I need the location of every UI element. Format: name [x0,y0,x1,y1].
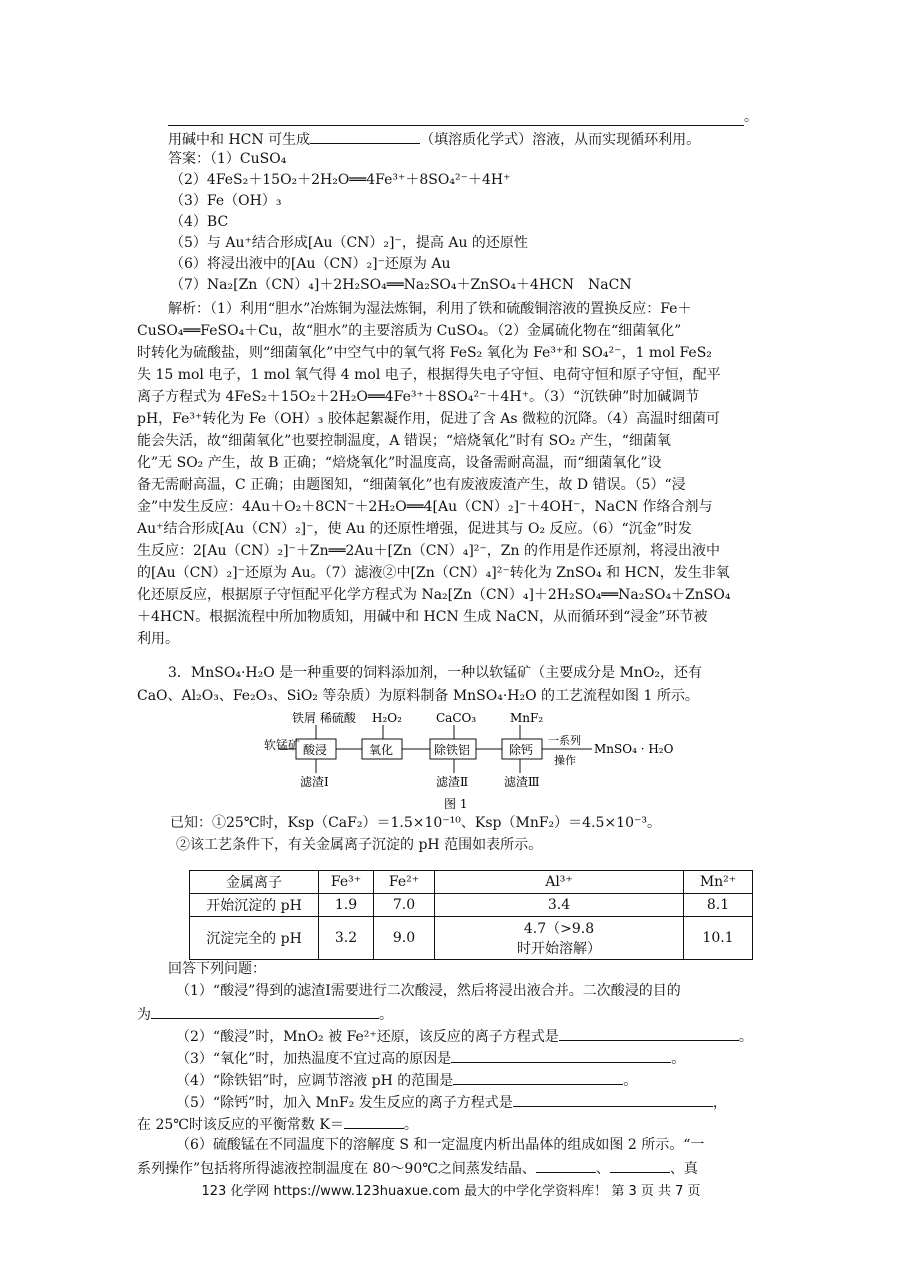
process-box-label: 除铁铝 [434,743,471,757]
question-line: （6）硫酸锰在不同温度下的溶解度 S 和一定温度内析出晶体的组成如图 2 所示。“一 [176,1137,705,1153]
process-box-label: 氧化 [369,743,394,757]
operation-label: 操作 [554,754,576,767]
answer-blank [310,129,420,144]
reagent-label: H₂O₂ [372,711,402,725]
answer-line: （4）BC [170,214,229,230]
answer-blank-line [168,125,744,126]
explanation-line: pH，Fe³⁺转化为 Fe（OH）₃ 胶体起絮凝作用，促进了含 As 微粒的沉降。（4）高温时细菌可 [137,411,720,427]
answer-blank [453,1070,623,1085]
answer-line: （2）4FeS₂＋15O₂＋2H₂O══4Fe³⁺＋8SO₄²⁻＋4H⁺ [170,172,511,188]
answer-line: （7）Na₂[Zn（CN）₄]＋2H₂SO₄══Na₂SO₄＋ZnSO₄＋4HCN NaCN [170,277,632,293]
table-cell: 8.1 [684,894,753,917]
reagent-label: 铁屑 稀硫酸 [292,711,356,725]
question-3-line: CaO、Al₂O₃、Fe₂O₃、SiO₂ 等杂质）为原料制备 MnSO₄·H₂O 的工艺流程如图 1 所示。 [137,688,699,704]
operation-label: 一系列 [548,734,581,747]
question-line: 用碱中和 HCN 可生成 （填溶质化学式）溶液，从而实现循环利用。 [168,129,808,150]
residue-label: 滤渣Ⅰ [300,775,329,789]
table-cell: 9.0 [374,917,435,960]
explanation-line: 化”无 SO₂ 产生，故 B 正确；“焙烧氧化”时温度高，设备需耐高温，而“细菌氧化”设 [137,455,662,471]
answer-blank [559,1026,739,1041]
explanation-line: 时转化为硫酸盐，则“细菌氧化”中空气中的氧气将 FeS₂ 氧化为 Fe³⁺和 SO₄²⁻，1 mol FeS₂ [137,345,712,361]
explanation-line: ＋4HCN。根据流程中所加物质知，用碱中和 HCN 生成 NaCN，从而循环到“浸金”环节被 [137,609,708,625]
known-condition: 已知：①25℃时，Ksp（CaF₂）＝1.5×10⁻¹⁰、Ksp（MnF₂）＝4.5×10⁻³。 [170,815,661,831]
process-flow-diagram [258,709,718,814]
table-cell: 开始沉淀的 pH [190,894,319,917]
question-line: （3）“氧化”时，加热温度不宜过高的原因是 。 [176,1048,816,1069]
cell-text: 4.7（>9.8 [523,921,595,937]
explanation-line: 金”中发生反应：4Au＋O₂＋8CN⁻＋2H₂O══4[Au（CN）₂]⁻＋4OH⁻，NaCN 作络合剂与 [137,499,713,515]
residue-label: 滤渣Ⅲ [504,775,540,789]
table-header-row [190,871,753,894]
table-cell: 3.2 [319,917,374,960]
explanation-line: 生反应：2[Au（CN）₂]⁻＋Zn══2Au＋[Zn（CN）₄]²⁻，Zn 的作用是作还原剂，将浸出液中 [137,543,720,559]
answer-blank [513,1092,713,1107]
known-condition: ②该工艺条件下，有关金属离子沉淀的 pH 范围如表所示。 [176,837,543,853]
explanation-line: 的[Au（CN）₂]⁻还原为 Au。（7）滤液②中[Zn（CN）₄]²⁻转化为 ZnSO₄ 和 HCN，发生非氧 [137,565,730,581]
question-line: （4）“除铁铝”时，应调节溶液 pH 的范围是 。 [176,1070,816,1091]
question-line: （2）“酸浸”时，MnO₂ 被 Fe²⁺还原，该反应的离子方程式是 。 [176,1026,816,1047]
table-row [190,894,753,917]
figure-caption: 图 1 [444,797,468,811]
table-row [190,917,753,960]
table-header-cell: Fe²⁺ [374,871,435,894]
table-cell: 1.9 [319,894,374,917]
product-label: MnSO₄ · H₂O [594,742,674,756]
residue-label: 滤渣Ⅱ [436,775,469,789]
answer-blank [536,1158,596,1173]
question-line: （1）“酸浸”得到的滤渣Ⅰ需要进行二次酸浸，然后将浸出液合并。二次酸浸的目的 [176,983,681,999]
cell-text: 时开始溶解） [517,941,601,957]
explanation-line: 备无需耐高温，C 正确；由题图知，“细菌氧化”也有废液废渣产生，故 D 错误。（5）“浸 [137,477,686,493]
table-header-cell: Al³⁺ [435,871,684,894]
table-cell: 沉淀完全的 pH [190,917,319,960]
answer-blank [344,1114,404,1129]
process-box-label: 除钙 [509,743,534,757]
period-mark: 。 [744,109,758,125]
table-header-cell: 金属离子 [190,871,319,894]
table-cell [435,917,684,960]
page-footer: 123 化学网 https://www.123huaxue.com 最大的中学化学资料库！ 第 3 页 共 7 页 [201,1184,701,1199]
explanation-line: CuSO₄══FeSO₄＋Cu，故“胆水”的主要溶质为 CuSO₄。（2）金属硫化物在“细菌氧化” [137,323,682,339]
question-3-line: 3．MnSO₄·H₂O 是一种重要的饲料添加剂，一种以软锰矿（主要成分是 MnO₂，还有 [168,665,703,681]
answer-line: （3）Fe（OH）₃ [170,193,282,209]
table-cell: 7.0 [374,894,435,917]
question-line: 为 。 [137,1004,777,1025]
reagent-label: MnF₂ [510,711,544,725]
answer-blank [610,1158,670,1173]
question-line: 系列操作”包括将所得滤液控制温度在 80～90℃之间蒸发结晶、 、 、真 [137,1158,777,1179]
explanation-line: 化还原反应，根据原子守恒配平化学方程式为 Na₂[Zn（CN）₄]＋2H₂SO₄══Na₂SO₄＋ZnSO₄ [137,587,731,603]
table-header-cell: Mn²⁺ [684,871,753,894]
question-line: 在 25℃时该反应的平衡常数 K＝ 。 [137,1114,777,1135]
answer-label: 答案：（1）CuSO₄ [168,151,287,167]
explanation-line: 能会失活，故“细菌氧化”也要控制温度，A 错误；“焙烧氧化”时有 SO₂ 产生，“细菌氧 [137,433,671,449]
answer-line: （5）与 Au⁺结合形成[Au（CN）₂]⁻，提高 Au 的还原性 [170,235,528,251]
explanation-line: 离子方程式为 4FeS₂＋15O₂＋2H₂O══4Fe³⁺＋8SO₄²⁻＋4H⁺。（3）“沉铁砷”时加碱调节 [137,389,700,405]
answer-line: （6）将浸出液中的[Au（CN）₂]⁻还原为 Au [170,256,451,272]
raw-material-label: 软锰矿 [264,738,301,752]
table-header-cell: Fe³⁺ [319,871,374,894]
ion-ph-table [189,870,753,960]
explanation-line: 失 15 mol 电子，1 mol 氧气得 4 mol 电子，根据得失电子守恒、电荷守恒和原子守恒，配平 [137,367,721,383]
reagent-label: CaCO₃ [436,711,477,725]
explanation-line: Au⁺结合形成[Au（CN）₂]⁻，使 Au 的还原性增强，促进其与 O₂ 反应。（6）“沉金”时发 [137,521,692,537]
question-line: （5）“除钙”时，加入 MnF₂ 发生反应的离子方程式是 ， [176,1092,816,1113]
table-cell: 10.1 [684,917,753,960]
question-intro: 回答下列问题： [168,961,266,977]
table-cell: 3.4 [435,894,684,917]
process-box-label: 酸浸 [303,743,328,757]
explanation-line: 解析：（1）利用“胆水”冶炼铜为湿法炼铜，利用了铁和硫酸铜溶液的置换反应：Fe＋ [168,301,692,317]
answer-blank [451,1048,671,1063]
answer-blank [151,1004,379,1019]
explanation-line: 利用。 [137,631,179,647]
